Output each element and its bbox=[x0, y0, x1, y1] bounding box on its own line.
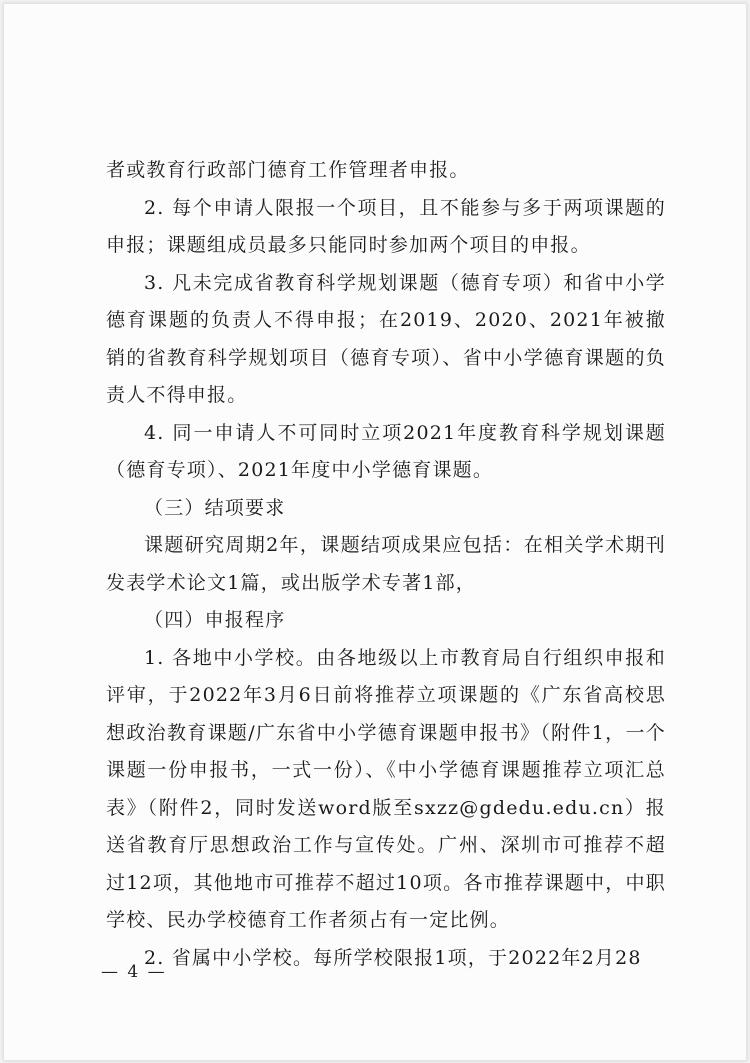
paragraph-completion-requirements: 课题研究周期2年，课题结项成果应包括：在相关学术期刊发表学术论文1篇，或出版学术专著1部， bbox=[106, 534, 666, 594]
section-heading-application-procedure: （四）申报程序 bbox=[144, 609, 286, 631]
section-heading-completion-requirements: （三）结项要求 bbox=[144, 496, 286, 519]
paragraph-continuation: 者或教育行政部门德育工作管理者申报。 bbox=[106, 159, 470, 181]
paragraph-item-3: 3. 凡未完成省教育科学规划课题（德育专项）和省中小学德育课题的负责人不得申报；在2019、2020、2021年被撤销的省教育科学规划项目（德育专项）、省中小学德育课题的负责人不得申报。 bbox=[106, 271, 666, 406]
document-body bbox=[106, 152, 666, 977]
paragraph-item-4: 4. 同一申请人不可同时立项2021年度教育科学规划课题（德育专项）、2021年度中小学德育课题。 bbox=[106, 421, 666, 481]
paragraph-item-2: 2. 每个申请人限报一个项目，且不能参与多于两项课题的申报；课题组成员最多只能同时参加两个项目的申报。 bbox=[106, 196, 666, 256]
page-number: — 4 — bbox=[101, 962, 167, 982]
paragraph-procedure-item-1: 1. 各地中小学校。由各地级以上市教育局自行组织申报和评审，于2022年3月6日前将推荐立项课题的《广东省高校思想政治教育课题/广东省中小学德育课题申报书》（附件1，一个课题一份申报书，一式一份）、《中小学德育课题推荐立项汇总表》（附件2，同时发送word版至sxzz@gdedu.edu.cn）报送省教育厅思想政治工作与宣传处。广州、深圳市可推荐不超过12项，其他地市可推荐不超过10项。各市推荐课题中，中职学校、民办学校德育工作者须占有一定比例。 bbox=[106, 646, 666, 931]
paragraph-procedure-item-2: 2. 省属中小学校。每所学校限报1项，于2022年2月28 bbox=[144, 946, 642, 969]
document-page bbox=[3, 3, 747, 1061]
